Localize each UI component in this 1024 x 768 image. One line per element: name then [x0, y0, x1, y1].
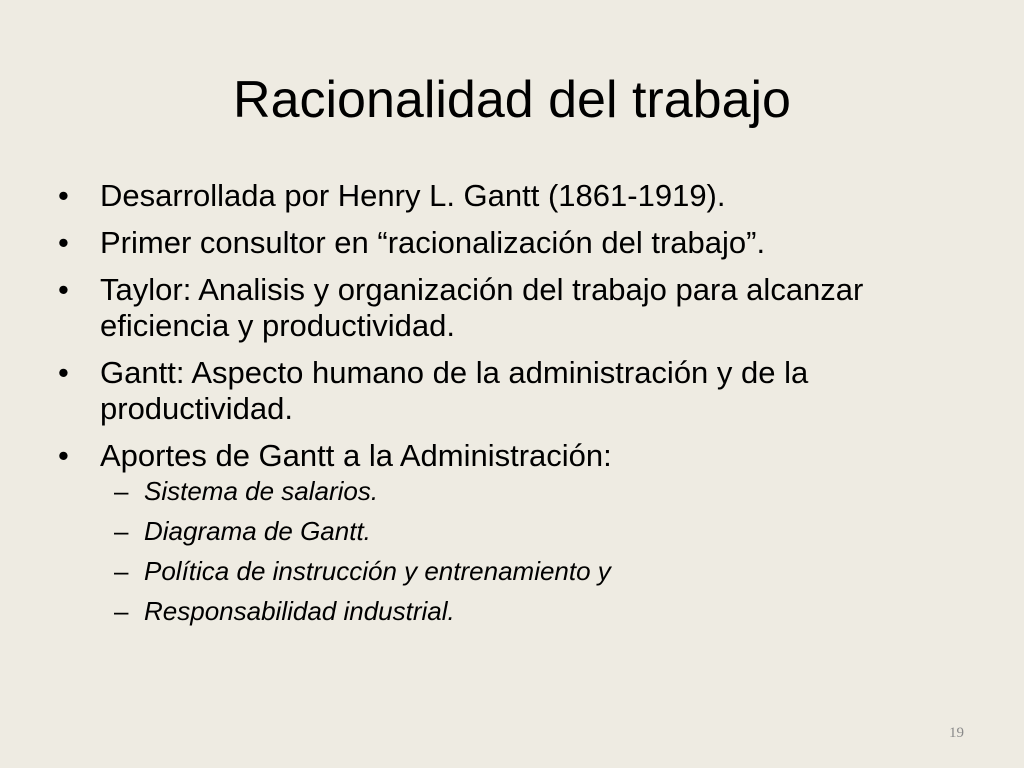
bullet-item [58, 272, 958, 344]
bullet-item [58, 225, 958, 261]
bullet-marker: • [58, 355, 69, 390]
bullet-marker: • [58, 225, 69, 260]
subbullet-text: Sistema de salarios. [144, 476, 379, 506]
bullet-item [58, 178, 958, 214]
bullet-marker: • [58, 178, 69, 213]
subbullet-item [100, 516, 958, 546]
subbullet-list [100, 476, 958, 626]
subbullet-item [100, 476, 958, 506]
bullet-list [58, 178, 958, 637]
subbullet-marker: – [114, 516, 129, 546]
page-number: 19 [949, 725, 964, 741]
bullet-text: Gantt: Aspecto humano de la administración y de la productividad. [100, 355, 809, 426]
bullet-text: Taylor: Analisis y organización del trabajo para alcanzar eficiencia y productividad. [100, 272, 864, 343]
subbullet-text: Diagrama de Gantt. [144, 516, 371, 546]
bullet-marker: • [58, 438, 69, 473]
bullet-item [58, 438, 958, 626]
subbullet-text: Política de instrucción y entrenamiento y [144, 556, 611, 586]
subbullet-text: Responsabilidad industrial. [144, 596, 455, 626]
subbullet-item [100, 596, 958, 626]
bullet-item [58, 355, 958, 427]
bullet-text: Aportes de Gantt a la Administración: [100, 438, 612, 473]
subbullet-marker: – [114, 556, 129, 586]
slide-title: Racionalidad del trabajo [233, 71, 791, 129]
subbullet-marker: – [114, 476, 129, 506]
subbullet-marker: – [114, 596, 129, 626]
bullet-text: Desarrollada por Henry L. Gantt (1861-1919). [100, 178, 726, 213]
bullet-marker: • [58, 272, 69, 307]
bullet-text: Primer consultor en “racionalización del trabajo”. [100, 225, 766, 260]
subbullet-item [100, 556, 958, 586]
